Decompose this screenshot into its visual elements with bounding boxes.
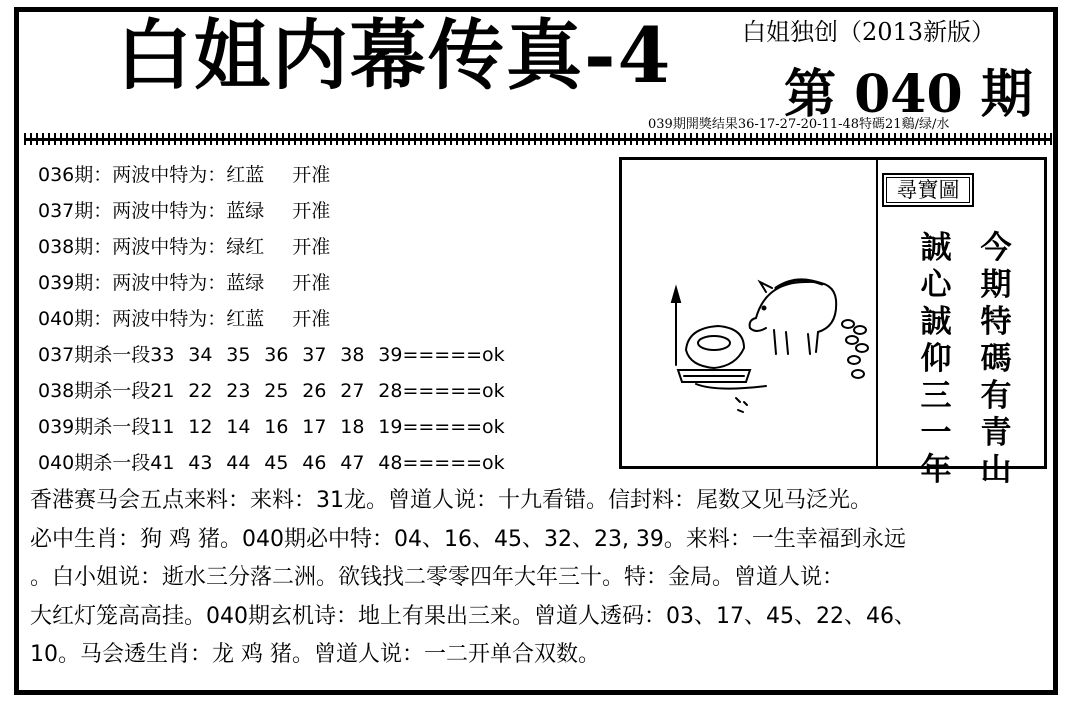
treasure-divider: [876, 160, 878, 466]
row-label: 两波中特为：: [112, 272, 227, 294]
kill-number: 22: [188, 380, 213, 402]
two-wave-row: [38, 232, 330, 259]
kill-last: 19=====ok: [378, 416, 505, 438]
period: 036期：: [38, 164, 113, 186]
two-wave-row: [38, 196, 330, 223]
kill-number: 37: [302, 344, 327, 366]
row-label: 两波中特为：: [112, 164, 227, 186]
wave-value: 绿红: [226, 236, 265, 258]
kill-prefix: 039期杀一段: [38, 416, 151, 438]
kill-number: 14: [226, 416, 251, 438]
prediction-line: 。白小姐说：逝水三分落二洲。欲钱找二零零四年大年三十。特：金局。曾道人说：: [30, 565, 845, 590]
kill-number: 33: [150, 344, 175, 366]
two-wave-row: [38, 160, 330, 187]
kill-number: 17: [302, 416, 327, 438]
two-wave-row: [38, 268, 330, 295]
wave-value: 蓝绿: [226, 200, 265, 222]
kill-number: 43: [188, 452, 213, 474]
kill-number: 36: [264, 344, 289, 366]
status: 开准: [292, 164, 331, 186]
kill-number: 26: [302, 380, 327, 402]
kill-number: 25: [264, 380, 289, 402]
kill-number: 38: [340, 344, 365, 366]
wave-value: 红蓝: [226, 164, 265, 186]
verse-column-left: 誠心誠仰三一年: [920, 230, 952, 488]
kill-last: 48=====ok: [378, 452, 505, 474]
header-divider: [24, 132, 1052, 146]
status: 开准: [292, 200, 331, 222]
kill-number: 27: [340, 380, 365, 402]
kill-prefix: 038期杀一段: [38, 380, 151, 402]
prediction-line: 必中生肖：狗 鸡 猪。040期必中特：04、16、45、32、23, 39。来料：一生幸福到永远: [30, 526, 906, 552]
kill-number: 46: [302, 452, 327, 474]
prediction-line: 香港赛马会五点来料：来料：31龙。曾道人说：十九看错。信封料：尾数又见马泛光。: [30, 488, 872, 513]
kill-row: [38, 340, 505, 367]
period: 037期：: [38, 200, 113, 222]
page-title: 白姐内幕传真-4: [116, 11, 673, 100]
prediction-line: 大红灯笼高高挂。040期玄机诗：地上有果出三来。曾道人透码：03、17、45、22、46、: [30, 603, 916, 629]
kill-row: [38, 412, 505, 439]
kill-number: 45: [264, 452, 289, 474]
issue-number: 第 040 期: [784, 64, 1033, 125]
row-label: 两波中特为：: [112, 200, 227, 222]
previous-result: 039期開獎结果36-17-27-20-11-48特碼21鷄/绿/水: [648, 117, 950, 132]
period: 040期：: [38, 308, 113, 330]
kill-number: 35: [226, 344, 251, 366]
pig-illustration: [626, 170, 872, 460]
kill-number: 34: [188, 344, 213, 366]
kill-row: [38, 376, 505, 403]
wave-value: 蓝绿: [226, 272, 265, 294]
status: 开准: [292, 272, 331, 294]
kill-number: 12: [188, 416, 213, 438]
two-wave-row: [38, 304, 330, 331]
kill-last: 39=====ok: [378, 344, 505, 366]
row-label: 两波中特为：: [112, 236, 227, 258]
kill-last: 28=====ok: [378, 380, 505, 402]
status: 开准: [292, 236, 331, 258]
prediction-line: 10。马会透生肖：龙 鸡 猪。曾道人说：一二开单合双数。: [30, 642, 600, 667]
kill-number: 47: [340, 452, 365, 474]
kill-number: 18: [340, 416, 365, 438]
kill-number: 21: [150, 380, 175, 402]
kill-number: 41: [150, 452, 175, 474]
kill-number: 16: [264, 416, 289, 438]
edition-label: 白姐独创（2013新版）: [742, 18, 996, 46]
kill-row: [38, 448, 505, 475]
kill-number: 11: [150, 416, 175, 438]
kill-number: 23: [226, 380, 251, 402]
status: 开准: [292, 308, 331, 330]
kill-prefix: 040期杀一段: [38, 452, 151, 474]
verse-column-right: 今期特碼有青山: [980, 230, 1012, 488]
kill-prefix: 037期杀一段: [38, 344, 151, 366]
treasure-map-label: 尋寶圖: [882, 173, 974, 207]
row-label: 两波中特为：: [112, 308, 227, 330]
wave-value: 红蓝: [226, 308, 265, 330]
prediction-text: [30, 482, 1030, 675]
period: 038期：: [38, 236, 113, 258]
period: 039期：: [38, 272, 113, 294]
kill-number: 44: [226, 452, 251, 474]
